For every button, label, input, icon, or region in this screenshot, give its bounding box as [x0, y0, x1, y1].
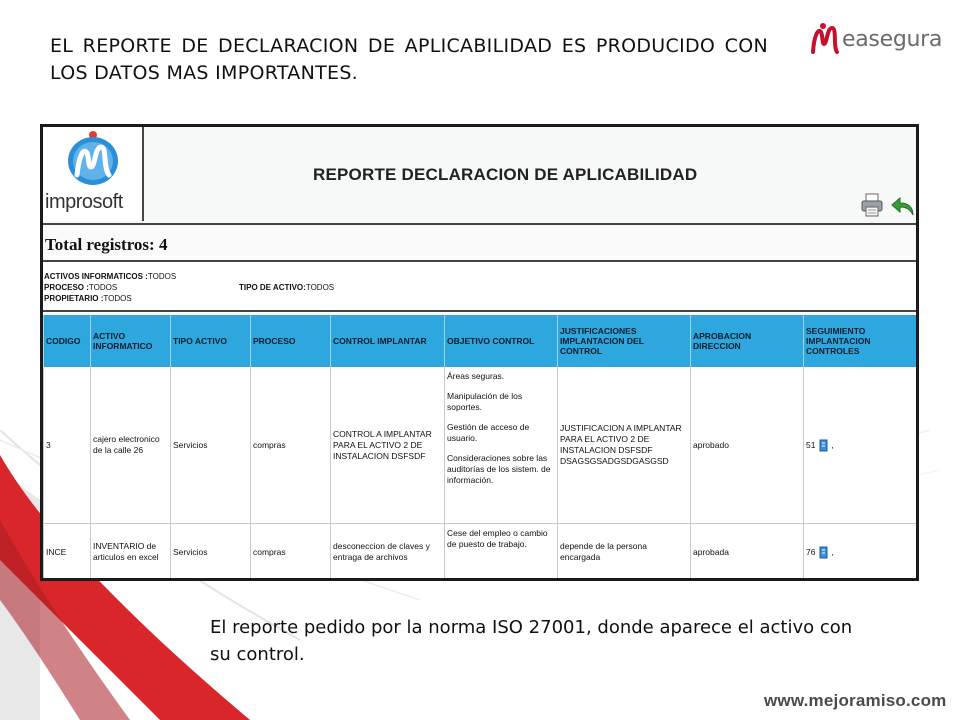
- cell-seguimiento: [804, 367, 917, 524]
- report-filters: [43, 262, 916, 312]
- column-header: SEGUIMIENTO IMPLANTACION CONTROLES: [804, 315, 917, 367]
- objetivo-item: Manipulación de los soportes.: [447, 391, 523, 412]
- cell-activo: cajero electronico de la calle 26: [91, 367, 171, 524]
- cell-proceso: compras: [251, 524, 331, 581]
- filter-tipo-value: TODOS: [305, 283, 335, 292]
- seguimiento-separator: ,: [831, 439, 834, 450]
- filter-tipo-label: TIPO DE ACTIVO:: [239, 283, 306, 292]
- column-header: APROBACION DIRECCION: [691, 315, 804, 367]
- cell-tipo: Servicios: [171, 367, 251, 524]
- cell-control: desconeccion de claves y entraga de archivos: [331, 524, 445, 581]
- improsoft-logo-text: improsoft: [45, 191, 123, 213]
- cell-proceso: compras: [251, 367, 331, 524]
- filter-activos-label: ACTIVOS INFORMATICOS :: [44, 272, 148, 281]
- cell-objetivo: [445, 524, 558, 581]
- table-header-row: [44, 315, 917, 367]
- table-row: [44, 524, 917, 581]
- column-header: JUSTIFICACIONES IMPLANTACION DEL CONTROL: [558, 315, 691, 367]
- column-header: CODIGO: [44, 315, 91, 367]
- filter-propietario-value: TODOS: [103, 294, 132, 303]
- column-header: ACTIVO INFORMATICO: [91, 315, 171, 367]
- table-row: [44, 367, 917, 524]
- cell-control: CONTROL A IMPLANTAR PARA EL ACTIVO 2 DE INSTALACION DSFSDF: [331, 367, 445, 524]
- filter-proceso-label: PROCESO :: [44, 283, 89, 292]
- seguimiento-count: 76: [806, 546, 816, 557]
- cell-activo: INVENTARIO de articulos en excel: [91, 524, 171, 581]
- slide-caption: El reporte pedido por la norma ISO 27001, donde aparece el activo con su control.: [210, 617, 853, 665]
- filter-proceso-value: TODOS: [88, 283, 118, 292]
- improsoft-logo-icon: [43, 127, 142, 197]
- column-header: TIPO ACTIVO: [171, 315, 251, 367]
- easegura-logo-icon: [810, 22, 840, 56]
- column-header: PROCESO: [251, 315, 331, 367]
- cell-justificacion: depende de la persona encargada: [558, 524, 691, 581]
- back-arrow-icon[interactable]: [891, 197, 917, 217]
- report-screenshot: [40, 124, 919, 581]
- print-icon[interactable]: [861, 193, 883, 217]
- filter-propietario-label: PROPIETARIO :: [44, 294, 104, 303]
- cell-aprobacion: aprobado: [691, 367, 804, 524]
- objetivo-item: Consideraciones sobre las auditorías de los sistem. de información.: [447, 453, 551, 485]
- cell-aprobacion: aprobada: [691, 524, 804, 581]
- objetivo-item: Áreas seguras.: [447, 371, 505, 381]
- cell-justificacion: JUSTIFICACION A IMPLANTAR PARA EL ACTIVO 2 DE INSTALACION DSFSDF DSAGSGSADGSDGASGSD: [558, 367, 691, 524]
- easegura-logo-text: easegura: [842, 26, 943, 52]
- slide-title: EL REPORTE DE DECLARACION DE APLICABILIDAD ES PRODUCIDO CON LOS DATOS MAS IMPORTANTES.: [50, 35, 768, 84]
- filter-activos-value: TODOS: [147, 272, 177, 281]
- easegura-logo: [810, 22, 942, 56]
- report-header: [43, 127, 916, 225]
- objetivo-item: Gestión de acceso de usuario.: [447, 422, 530, 443]
- cell-seguimiento: [804, 524, 917, 581]
- column-header: CONTROL IMPLANTAR: [331, 315, 445, 367]
- column-header: OBJETIVO CONTROL: [445, 315, 558, 367]
- seguimiento-separator: ,: [831, 546, 834, 557]
- cell-codigo: INCE: [44, 524, 91, 581]
- total-records: [43, 225, 916, 262]
- report-title: REPORTE DECLARACION DE APLICABILIDAD: [313, 165, 698, 184]
- seguimiento-count: 51: [806, 439, 816, 450]
- objetivo-item: Cese del empleo o cambio de puesto de trabajo.: [447, 528, 548, 549]
- improsoft-logo: [43, 127, 144, 221]
- cell-codigo: 3: [44, 367, 91, 524]
- cell-tipo: Servicios: [171, 524, 251, 581]
- document-icon[interactable]: [819, 439, 828, 452]
- applicability-table: [43, 315, 917, 581]
- website-url: www.mejoramiso.com: [764, 691, 947, 710]
- cell-objetivo: [445, 367, 558, 524]
- document-icon[interactable]: [819, 546, 828, 559]
- total-records-label: Total registros: 4: [45, 235, 168, 254]
